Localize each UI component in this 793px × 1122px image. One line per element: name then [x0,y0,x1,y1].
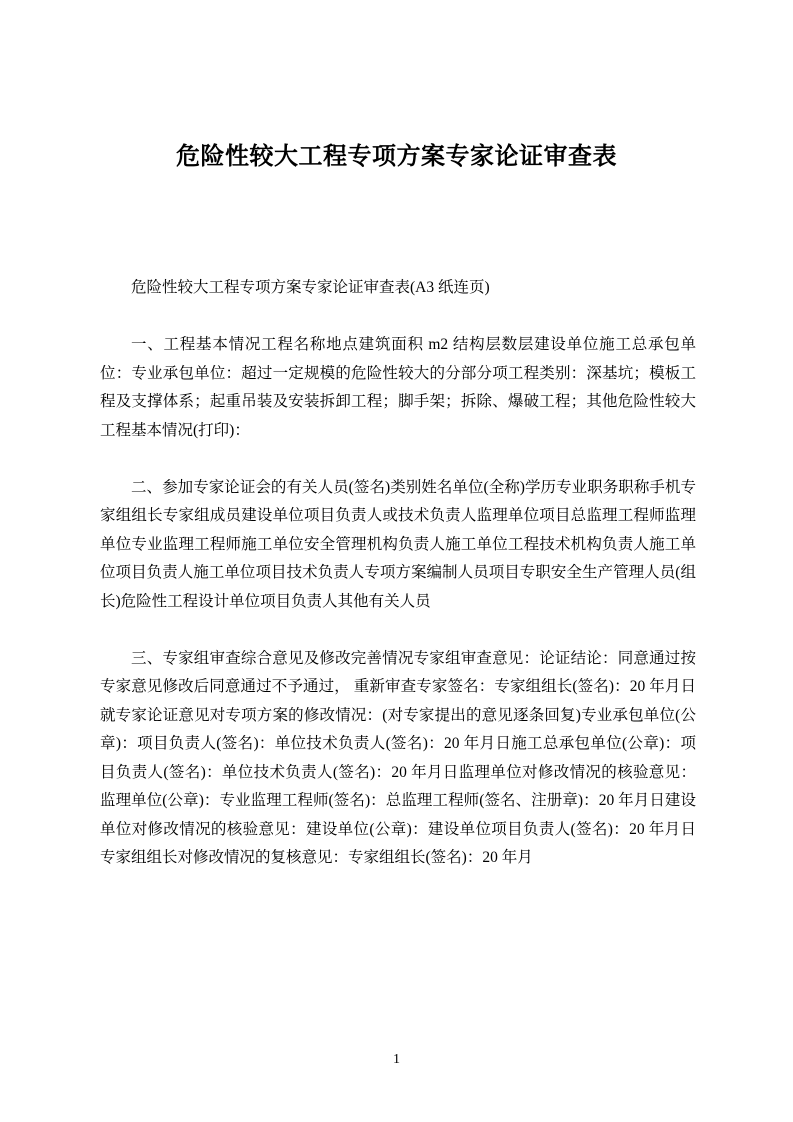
paragraph-basic-project-info: 一、工程基本情况工程名称地点建筑面积 m2 结构层数层建设单位施工总承包单位：专业承包单位：超过一定规模的危险性较大的分部分项工程类别：深基坑；模板工程及支撑体系；起重吊装及安装拆卸工程；脚手架；拆除、爆破工程；其他危险性较大工程基本情况(打印)： [100,336,696,439]
document-title: 危险性较大工程专项方案专家论证审查表 [176,144,617,170]
document-subtitle: 危险性较大工程专项方案专家论证审查表(A3 纸连页) [131,279,490,296]
page-number: 1 [393,1052,400,1067]
paragraph-review-opinions: 三、专家组审查综合意见及修改完善情况专家组审查意见：论证结论：同意通过按专家意见修改后同意通过不予通过， 重新审查专家签名：专家组组长(签名)：20 年月日就专家论证意见对专项方案的修改情况：(对专家提出的意见逐条回复)专业承包单位(公章)：项目负责人(签名)：单位技术负责人(签名)：20 年月日施工总承包单位(公章)：项目负责人(签名)：单位技术负责人(签名)：20 年月日监理单位对修改情况的核验意见：监理单位(公章)：专业监理工程师(签名)：总监理工程师(签名、注册章)：20 年月日建设单位对修改情况的核验意见：建设单位(公章)：建设单位项目负责人(签名)：20 年月日专家组组长对修改情况的复核意见：专家组组长(签名)：20 年月 [100,649,696,866]
paragraph-expert-panel-members: 二、参加专家论证会的有关人员(签名)类别姓名单位(全称)学历专业职务职称手机专家组组长专家组成员建设单位项目负责人或技术负责人监理单位项目总监理工程师监理单位专业监理工程师施工单位安全管理机构负责人施工单位工程技术机构负责人施工单位项目负责人施工单位项目技术负责人专项方案编制人员项目专职安全生产管理人员(组长)危险性工程设计单位项目负责人其他有关人员 [100,478,696,610]
document-body [100,274,696,873]
